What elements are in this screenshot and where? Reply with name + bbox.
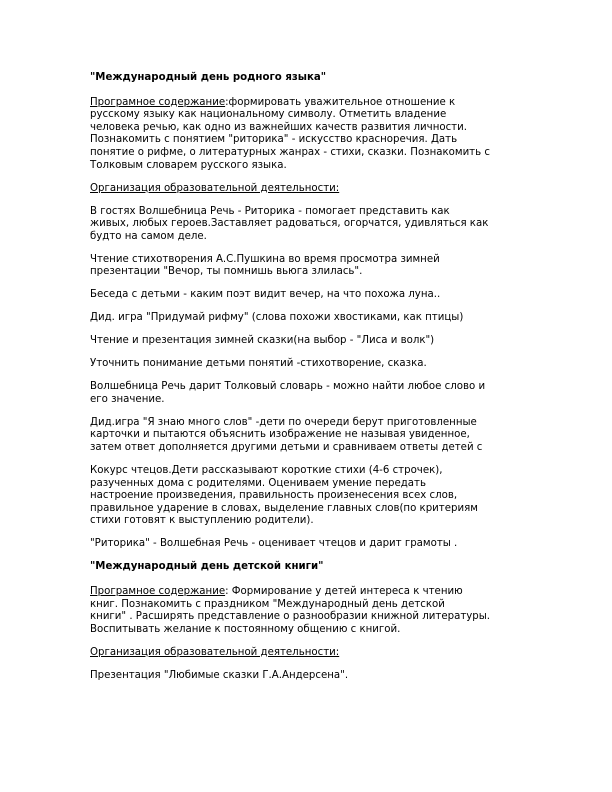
- section1-paragraph: "Риторика" - Волшебная Речь - оценивает чтецов и дарит грамоты .: [90, 538, 458, 550]
- section1-org-heading: Организация образовательной деятельности:: [90, 182, 340, 194]
- section1-paragraph: Кокурс чтецов.Дети рассказывают короткие стихи (4-6 строчек), разученных дома с родителями. Оцениваем умение передать настроение произведения, правильность произенесения всех слов, правильное ударение в словах, выделение главных слов(по критериям стихи готовят к выступлению родители).: [90, 464, 478, 527]
- section1-title: "Международный день родного языка": [90, 72, 327, 83]
- section2-program-content: [90, 586, 528, 636]
- section2-paragraph: Презентация "Любимые сказки Г.А.Андерсена".: [90, 669, 349, 681]
- section1-paragraph: Волшебница Речь дарит Толковый словарь - можно найти любое слово и его значение.: [90, 381, 486, 405]
- section1-paragraph: Беседа с детьми - каким поэт видит вечер, на что похожа луна..: [90, 289, 441, 301]
- section2-org-heading: Организация образовательной деятельности:: [90, 646, 340, 658]
- section1-paragraph: В гостях Волшебница Речь - Риторика - помогает представить как живых, любых героев.Заставляет радоваться, огорчатся, удивляться как будто на самом деле.: [90, 205, 489, 242]
- section2-title: "Международный день детской книги": [90, 561, 324, 573]
- section1-paragraph: Чтение стихотворения А.С.Пушкина во время просмотра зимней презентации "Вечор, ты помнишь вьюга злилась".: [90, 253, 440, 278]
- section1-program-content: [90, 97, 528, 173]
- section1-program-text: :формировать уважительное отношение к русскому языку как национальному символу. Отметить владение человека речью, как одно из важнейших качеств развития личности. Познакомить с понятием "риторика" - искусство красноречия. Дать понятие о рифме, о литературных жанрах - стихи, сказки. Познакомить с Толковым словарем русского языка.: [90, 96, 490, 171]
- section1-paragraph: Уточнить понимание детьми понятий -стихотворение, сказка.: [90, 358, 427, 370]
- section1-paragraph: Чтение и презентация зимней сказки(на выбор - "Лиса и волк"): [90, 335, 435, 347]
- section1-paragraph: Дид.игра "Я знаю много слов" -дети по очереди берут приготовленные карточки и пытаются объяснить изображение не называя увиденное, затем ответ дополняется другими детьми и сравниваем ответы детей с: [90, 416, 483, 453]
- section1-program-label: Програмное содержание: [90, 96, 226, 108]
- section1-paragraph: Дид. игра "Придумай рифму" (слова похожи хвостиками, как птицы): [90, 312, 464, 324]
- section2-program-label: Програмное содержание: [90, 585, 226, 597]
- section2-program-text: : Формирование у детей интереса к чтению книг. Познакомить с праздником "Международный день детской книги" . Расширять представление о разнообразии книжной литературы. Воспитывать желание к постоянному общению с книгой.: [90, 585, 491, 635]
